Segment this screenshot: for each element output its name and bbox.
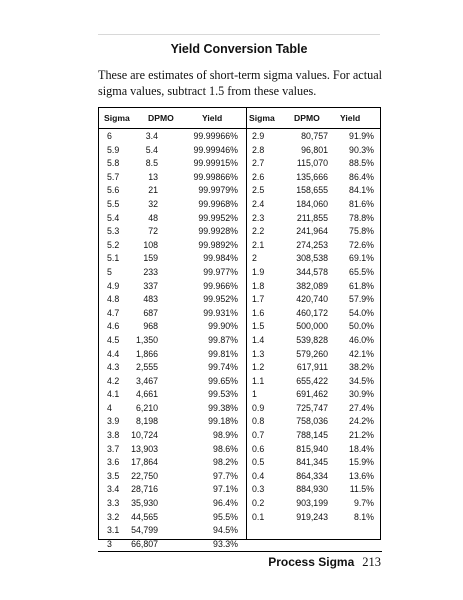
cell-dpmo: 382,089 (296, 280, 328, 291)
cell-yield: 9.7% (353, 498, 374, 509)
cell-sigma: 5.3 (107, 226, 120, 237)
table-row (246, 144, 380, 158)
table-row (99, 157, 246, 171)
cell-sigma: 2 (252, 253, 257, 264)
cell-sigma: 4.8 (107, 294, 120, 305)
cell-sigma: 4.2 (107, 375, 120, 386)
cell-yield: 99.9979% (198, 185, 238, 196)
cell-dpmo: 691,462 (296, 389, 328, 400)
header-dpmo: DPMO (148, 113, 174, 123)
header-sigma: Sigma (104, 113, 130, 123)
cell-sigma: 1.6 (252, 307, 265, 318)
cell-yield: 98.2% (213, 457, 238, 468)
table-row (246, 130, 380, 144)
cell-yield: 99.966% (203, 280, 238, 291)
table-row (246, 212, 380, 226)
cell-dpmo: 344,578 (296, 266, 328, 277)
cell-sigma: 2.8 (252, 144, 265, 155)
cell-yield: 61.8% (349, 280, 374, 291)
header-dpmo: DPMO (294, 113, 320, 123)
cell-dpmo: 460,172 (296, 307, 328, 318)
cell-dpmo: 21 (148, 185, 158, 196)
cell-dpmo: 617,911 (296, 362, 328, 373)
table-row (246, 402, 380, 416)
cell-sigma: 0.9 (252, 402, 265, 413)
cell-yield: 46.0% (349, 334, 374, 345)
cell-dpmo: 725,747 (296, 402, 328, 413)
cell-dpmo: 13,903 (131, 443, 158, 454)
cell-dpmo: 5.4 (145, 144, 158, 155)
cell-dpmo: 115,070 (296, 158, 328, 169)
cell-sigma: 5.6 (107, 185, 120, 196)
table-row (99, 524, 246, 538)
cell-dpmo: 841,345 (296, 457, 328, 468)
cell-sigma: 4.6 (107, 321, 120, 332)
cell-sigma: 1.1 (252, 375, 265, 386)
table-row (246, 361, 380, 375)
intro-paragraph: These are estimates of short-term sigma values. For actual sigma values, subtract 1.5 from these values. (98, 68, 382, 98)
cell-yield: 72.6% (349, 239, 374, 250)
header-yield: Yield (340, 113, 361, 123)
table-row (99, 130, 246, 144)
footer-rule (98, 551, 382, 552)
table-row (246, 429, 380, 443)
cell-dpmo: 864,334 (296, 470, 328, 481)
table-row (246, 293, 380, 307)
table-row (246, 307, 380, 321)
cell-yield: 94.5% (213, 525, 238, 536)
table-header (246, 108, 380, 129)
cell-sigma: 5.8 (107, 158, 120, 169)
table-left-half (99, 108, 247, 549)
cell-yield: 97.7% (213, 470, 238, 481)
cell-yield: 21.2% (349, 430, 374, 441)
cell-sigma: 4.9 (107, 280, 120, 291)
page-number: 213 (362, 555, 381, 569)
cell-yield: 34.5% (349, 375, 374, 386)
cell-dpmo: 2,555 (135, 362, 158, 373)
cell-sigma: 3.6 (107, 457, 120, 468)
cell-sigma: 1.5 (252, 321, 265, 332)
cell-dpmo: 108 (143, 239, 158, 250)
table-row (99, 334, 246, 348)
cell-dpmo: 32 (148, 198, 158, 209)
cell-dpmo: 28,716 (131, 484, 158, 495)
cell-yield: 99.931% (203, 307, 238, 318)
table-row (246, 415, 380, 429)
page-footer (268, 555, 381, 570)
cell-dpmo: 44,565 (131, 511, 158, 522)
cell-sigma: 5.9 (107, 144, 120, 155)
cell-yield: 11.5% (349, 484, 374, 495)
cell-dpmo: 500,000 (296, 321, 328, 332)
cell-sigma: 4 (107, 402, 112, 413)
cell-sigma: 2.3 (252, 212, 265, 223)
table-row (99, 280, 246, 294)
cell-dpmo: 968 (143, 321, 158, 332)
cell-yield: 15.9% (349, 457, 374, 468)
cell-sigma: 3.5 (107, 470, 120, 481)
cell-yield: 99.9952% (198, 212, 238, 223)
cell-yield: 13.6% (349, 470, 374, 481)
cell-yield: 95.5% (213, 511, 238, 522)
cell-yield: 99.99966% (193, 131, 238, 141)
cell-dpmo: 884,930 (296, 484, 328, 495)
table-row (246, 470, 380, 484)
cell-yield: 99.984% (203, 253, 238, 264)
cell-yield: 99.952% (203, 294, 238, 305)
table-row (99, 225, 246, 239)
table-row (99, 470, 246, 484)
table-row (246, 375, 380, 389)
table-row (99, 320, 246, 334)
cell-yield: 99.9928% (198, 226, 238, 237)
cell-dpmo: 1,350 (135, 334, 158, 345)
cell-yield: 42.1% (349, 348, 374, 359)
header-yield: Yield (202, 113, 223, 123)
table-row (99, 184, 246, 198)
table-row (246, 184, 380, 198)
table-row (99, 171, 246, 185)
cell-sigma: 1.2 (252, 362, 265, 373)
cell-sigma: 3 (107, 538, 112, 549)
cell-dpmo: 3.4 (145, 131, 158, 141)
cell-dpmo: 48 (148, 212, 158, 223)
table-row (99, 307, 246, 321)
cell-dpmo: 54,799 (131, 525, 158, 536)
cell-sigma: 3.7 (107, 443, 120, 454)
cell-dpmo: 211,855 (296, 212, 328, 223)
cell-dpmo: 919,243 (296, 511, 328, 522)
cell-yield: 99.99915% (193, 158, 238, 169)
right-rows (246, 130, 380, 524)
cell-dpmo: 4,661 (135, 389, 158, 400)
cell-sigma: 0.2 (252, 498, 265, 509)
cell-sigma: 3.9 (107, 416, 120, 427)
cell-sigma: 6 (107, 131, 112, 141)
cell-sigma: 3.3 (107, 498, 120, 509)
cell-yield: 99.9968% (198, 198, 238, 209)
cell-sigma: 2.4 (252, 198, 265, 209)
table-row (99, 456, 246, 470)
cell-yield: 65.5% (349, 266, 374, 277)
cell-dpmo: 308,538 (296, 253, 328, 264)
cell-sigma: 1.7 (252, 294, 265, 305)
table-header (99, 108, 246, 129)
cell-dpmo: 8.5 (145, 158, 158, 169)
table-row (99, 483, 246, 497)
cell-sigma: 2.5 (252, 185, 265, 196)
cell-sigma: 3.2 (107, 511, 120, 522)
cell-sigma: 3.4 (107, 484, 120, 495)
table-row (246, 266, 380, 280)
table-row (246, 334, 380, 348)
table-row (99, 375, 246, 389)
footer-section: Process Sigma (268, 555, 355, 569)
cell-dpmo: 159 (143, 253, 158, 264)
cell-yield: 93.3% (213, 538, 238, 549)
table-row (246, 157, 380, 171)
top-rule (98, 34, 380, 35)
table-row (246, 443, 380, 457)
cell-sigma: 2.9 (252, 131, 265, 141)
cell-dpmo: 10,724 (131, 430, 158, 441)
cell-yield: 81.6% (349, 198, 374, 209)
cell-sigma: 5.2 (107, 239, 120, 250)
cell-dpmo: 788,145 (296, 430, 328, 441)
cell-yield: 84.1% (349, 185, 374, 196)
cell-yield: 98.9% (213, 430, 238, 441)
cell-sigma: 0.1 (252, 511, 265, 522)
table-row (99, 252, 246, 266)
cell-sigma: 2.1 (252, 239, 265, 250)
table-right-half (246, 108, 380, 539)
cell-dpmo: 22,750 (131, 470, 158, 481)
table-row (99, 361, 246, 375)
cell-yield: 91.9% (349, 131, 374, 141)
cell-yield: 90.3% (349, 144, 374, 155)
table-row (99, 415, 246, 429)
cell-yield: 24.2% (349, 416, 374, 427)
cell-yield: 30.9% (349, 389, 374, 400)
cell-sigma: 4.5 (107, 334, 120, 345)
cell-yield: 54.0% (349, 307, 374, 318)
cell-dpmo: 66,807 (131, 538, 158, 549)
table-row (246, 225, 380, 239)
cell-dpmo: 420,740 (296, 294, 328, 305)
cell-sigma: 5 (107, 266, 112, 277)
cell-sigma: 3.1 (107, 525, 120, 536)
cell-yield: 69.1% (349, 253, 374, 264)
table-row (246, 198, 380, 212)
cell-dpmo: 8,198 (135, 416, 158, 427)
cell-sigma: 0.4 (252, 470, 265, 481)
table-title: Yield Conversion Table (170, 42, 308, 56)
cell-sigma: 4.3 (107, 362, 120, 373)
cell-yield: 97.1% (213, 484, 238, 495)
left-rows (99, 130, 246, 551)
table-row (246, 280, 380, 294)
table-row (99, 144, 246, 158)
cell-sigma: 1 (252, 389, 257, 400)
table-row (99, 443, 246, 457)
table-row (246, 239, 380, 253)
cell-yield: 96.4% (213, 498, 238, 509)
table-row (99, 497, 246, 511)
cell-yield: 38.2% (349, 362, 374, 373)
cell-sigma: 0.7 (252, 430, 265, 441)
cell-yield: 99.90% (208, 321, 238, 332)
table-row (99, 538, 246, 552)
cell-yield: 99.74% (208, 362, 238, 373)
table-row (99, 212, 246, 226)
cell-dpmo: 158,655 (296, 185, 328, 196)
cell-yield: 99.87% (208, 334, 238, 345)
cell-dpmo: 96,801 (301, 144, 328, 155)
cell-dpmo: 655,422 (296, 375, 328, 386)
cell-sigma: 0.8 (252, 416, 265, 427)
cell-sigma: 4.7 (107, 307, 120, 318)
cell-dpmo: 758,036 (296, 416, 328, 427)
cell-sigma: 5.5 (107, 198, 120, 209)
cell-sigma: 0.3 (252, 484, 265, 495)
cell-sigma: 1.9 (252, 266, 265, 277)
cell-yield: 99.81% (208, 348, 238, 359)
cell-dpmo: 72 (148, 226, 158, 237)
cell-yield: 99.99946% (193, 144, 238, 155)
cell-sigma: 2.6 (252, 171, 265, 182)
cell-sigma: 5.7 (107, 171, 120, 182)
yield-conversion-table (98, 107, 381, 549)
table-row (246, 497, 380, 511)
cell-yield: 99.99866% (193, 171, 238, 182)
cell-sigma: 5.4 (107, 212, 120, 223)
table-row (246, 456, 380, 470)
cell-yield: 8.1% (353, 511, 374, 522)
cell-dpmo: 13 (148, 171, 158, 182)
cell-dpmo: 274,253 (296, 239, 328, 250)
table-row (99, 511, 246, 525)
cell-sigma: 1.4 (252, 334, 265, 345)
cell-yield: 99.977% (203, 266, 238, 277)
table-row (99, 429, 246, 443)
cell-dpmo: 35,930 (131, 498, 158, 509)
cell-yield: 99.53% (208, 389, 238, 400)
table-row (99, 293, 246, 307)
cell-dpmo: 337 (143, 280, 158, 291)
cell-dpmo: 135,666 (296, 171, 328, 182)
table-row (246, 252, 380, 266)
header-sigma: Sigma (249, 113, 275, 123)
cell-yield: 99.65% (208, 375, 238, 386)
cell-dpmo: 579,260 (296, 348, 328, 359)
table-row (246, 483, 380, 497)
table-row (99, 388, 246, 402)
cell-sigma: 0.6 (252, 443, 265, 454)
cell-dpmo: 3,467 (135, 375, 158, 386)
table-row (99, 348, 246, 362)
cell-dpmo: 80,757 (301, 131, 328, 141)
cell-dpmo: 184,060 (296, 198, 328, 209)
cell-sigma: 3.8 (107, 430, 120, 441)
cell-dpmo: 1,866 (135, 348, 158, 359)
table-row (99, 402, 246, 416)
cell-dpmo: 903,199 (296, 498, 328, 509)
table-row (99, 239, 246, 253)
cell-yield: 27.4% (349, 402, 374, 413)
cell-sigma: 5.1 (107, 253, 120, 264)
cell-dpmo: 233 (143, 266, 158, 277)
cell-yield: 78.8% (349, 212, 374, 223)
cell-sigma: 2.7 (252, 158, 265, 169)
cell-yield: 57.9% (349, 294, 374, 305)
cell-dpmo: 539,828 (296, 334, 328, 345)
cell-sigma: 4.4 (107, 348, 120, 359)
cell-yield: 86.4% (349, 171, 374, 182)
cell-yield: 18.4% (349, 443, 374, 454)
table-row (246, 348, 380, 362)
cell-sigma: 1.8 (252, 280, 265, 291)
table-row (246, 320, 380, 334)
table-row (246, 171, 380, 185)
table-row (99, 198, 246, 212)
cell-dpmo: 687 (143, 307, 158, 318)
cell-dpmo: 815,940 (296, 443, 328, 454)
cell-sigma: 0.5 (252, 457, 265, 468)
cell-yield: 98.6% (213, 443, 238, 454)
table-row (246, 511, 380, 525)
cell-yield: 99.38% (208, 402, 238, 413)
cell-sigma: 2.2 (252, 226, 265, 237)
cell-yield: 88.5% (349, 158, 374, 169)
cell-yield: 99.9892% (198, 239, 238, 250)
cell-sigma: 4.1 (107, 389, 120, 400)
cell-dpmo: 17,864 (131, 457, 158, 468)
cell-yield: 99.18% (208, 416, 238, 427)
cell-yield: 50.0% (349, 321, 374, 332)
cell-dpmo: 241,964 (296, 226, 328, 237)
cell-sigma: 1.3 (252, 348, 265, 359)
table-row (99, 266, 246, 280)
cell-yield: 75.8% (349, 226, 374, 237)
table-row (246, 388, 380, 402)
cell-dpmo: 483 (143, 294, 158, 305)
cell-dpmo: 6,210 (135, 402, 158, 413)
